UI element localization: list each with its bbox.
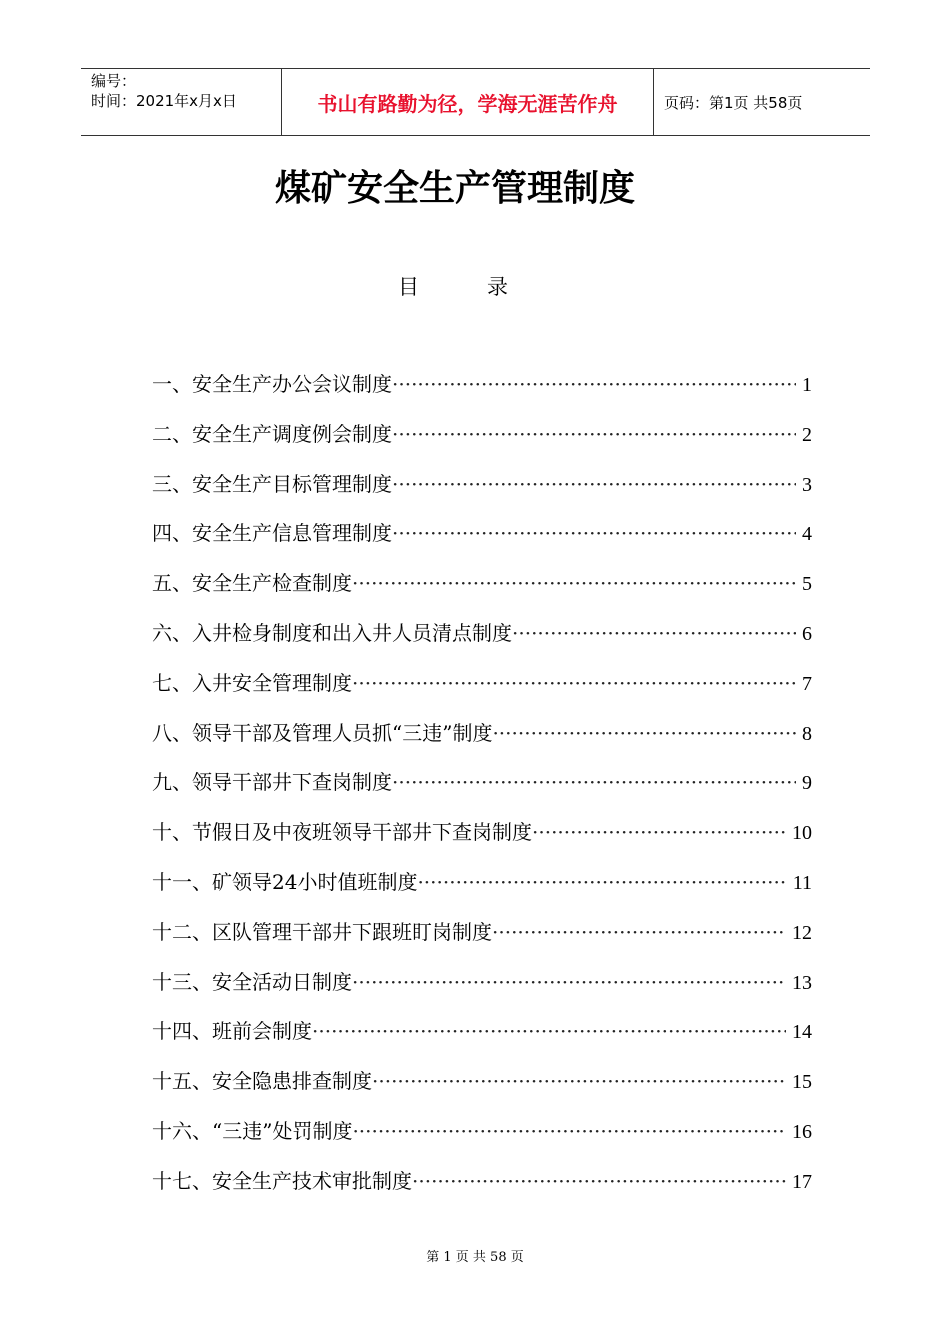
toc-heading-char-2: 录	[487, 275, 508, 299]
toc-leader-dots	[512, 615, 796, 651]
header-meta	[81, 69, 281, 135]
page-footer: 第 1 页 共 58 页	[426, 1250, 524, 1265]
toc-entry-label: 十四、班前会制度	[152, 1019, 312, 1044]
toc-leader-dots	[392, 515, 796, 551]
toc-entry[interactable]	[152, 814, 812, 864]
toc-leader-dots	[392, 764, 796, 800]
toc-entry-label: 八、领导干部及管理人员抓“三违”制度	[152, 720, 493, 745]
toc-entry[interactable]	[152, 366, 812, 416]
toc-heading-char-1: 目	[398, 275, 419, 299]
toc-entry-label: 十一、矿领导24小时值班制度	[152, 869, 418, 894]
toc-entry-page: 10	[792, 822, 812, 845]
toc-leader-dots	[392, 366, 796, 402]
toc-entry-page: 9	[802, 772, 812, 795]
number-label: 编号：	[91, 72, 137, 90]
toc-leader-dots	[492, 914, 786, 950]
time-label: 时间：2021年x月x日	[91, 92, 237, 110]
toc-entry-label: 三、安全生产目标管理制度	[152, 471, 392, 496]
toc-entry-label: 十六、“三违”处罚制度	[152, 1118, 353, 1143]
toc-entry-page: 14	[792, 1021, 812, 1044]
table-of-contents	[152, 366, 812, 1213]
toc-leader-dots	[372, 1063, 786, 1099]
toc-entry-label: 二、安全生产调度例会制度	[152, 421, 392, 446]
toc-entry-label: 十二、区队管理干部井下跟班盯岗制度	[152, 919, 492, 944]
toc-entry-page: 15	[792, 1071, 812, 1094]
toc-entry-label: 十三、安全活动日制度	[152, 969, 352, 994]
toc-entry[interactable]	[152, 864, 812, 914]
toc-entry-page: 2	[802, 423, 812, 446]
toc-leader-dots	[312, 1013, 786, 1049]
toc-entry-label: 四、安全生产信息管理制度	[152, 521, 392, 546]
document-title: 煤矿安全生产管理制度	[274, 168, 635, 209]
toc-entry-label: 十五、安全隐患排查制度	[152, 1069, 372, 1094]
toc-entry[interactable]	[152, 515, 812, 565]
toc-entry[interactable]	[152, 715, 812, 765]
toc-entry-page: 5	[802, 573, 812, 596]
header-page-info: 页码：第1页 共58页	[664, 93, 803, 112]
toc-entry-page: 17	[792, 1170, 812, 1193]
toc-entry-label: 六、入井检身制度和出入井人员清点制度	[152, 620, 512, 645]
toc-entry-page: 11	[792, 871, 812, 894]
toc-entry-page: 3	[802, 473, 812, 496]
page-header	[81, 68, 870, 136]
toc-entry-page: 4	[802, 523, 812, 546]
toc-entry-label: 十、节假日及中夜班领导干部井下查岗制度	[152, 820, 532, 845]
toc-entry-page: 12	[792, 921, 812, 944]
toc-entry-page: 1	[802, 374, 812, 396]
toc-leader-dots	[392, 466, 796, 502]
toc-entry-page: 8	[802, 722, 812, 745]
toc-entry[interactable]	[152, 914, 812, 964]
toc-entry-page: 13	[792, 971, 812, 994]
toc-leader-dots	[392, 416, 796, 452]
toc-leader-dots	[532, 814, 786, 850]
toc-entry-page: 16	[792, 1120, 812, 1143]
toc-entry-label: 十七、安全生产技术审批制度	[152, 1168, 412, 1193]
toc-entry[interactable]	[152, 665, 812, 715]
toc-entry[interactable]	[152, 1113, 812, 1163]
toc-leader-dots	[352, 1113, 786, 1149]
toc-leader-dots	[352, 964, 786, 1000]
toc-entry[interactable]	[152, 466, 812, 516]
toc-entry[interactable]	[152, 764, 812, 814]
toc-entry[interactable]	[152, 1063, 812, 1113]
toc-leader-dots	[352, 565, 796, 601]
toc-entry-label: 七、入井安全管理制度	[152, 670, 352, 695]
toc-leader-dots	[412, 1163, 786, 1199]
toc-entry[interactable]	[152, 416, 812, 466]
toc-entry-label: 一、安全生产办公会议制度	[152, 372, 392, 396]
toc-entry[interactable]	[152, 1163, 812, 1213]
toc-entry[interactable]	[152, 964, 812, 1014]
toc-leader-dots	[352, 665, 796, 701]
toc-entry-label: 九、领导干部井下查岗制度	[152, 770, 392, 795]
toc-entry[interactable]	[152, 1013, 812, 1063]
toc-entry-label: 五、安全生产检查制度	[152, 571, 352, 596]
toc-entry-page: 7	[802, 672, 812, 695]
header-motto: 书山有路勤为径，学海无涯苦作舟	[281, 69, 654, 135]
toc-entry-page: 6	[802, 622, 812, 645]
toc-entry[interactable]	[152, 615, 812, 665]
toc-leader-dots	[492, 715, 796, 751]
toc-entry[interactable]	[152, 565, 812, 615]
toc-heading	[398, 271, 508, 301]
toc-leader-dots	[417, 864, 786, 900]
